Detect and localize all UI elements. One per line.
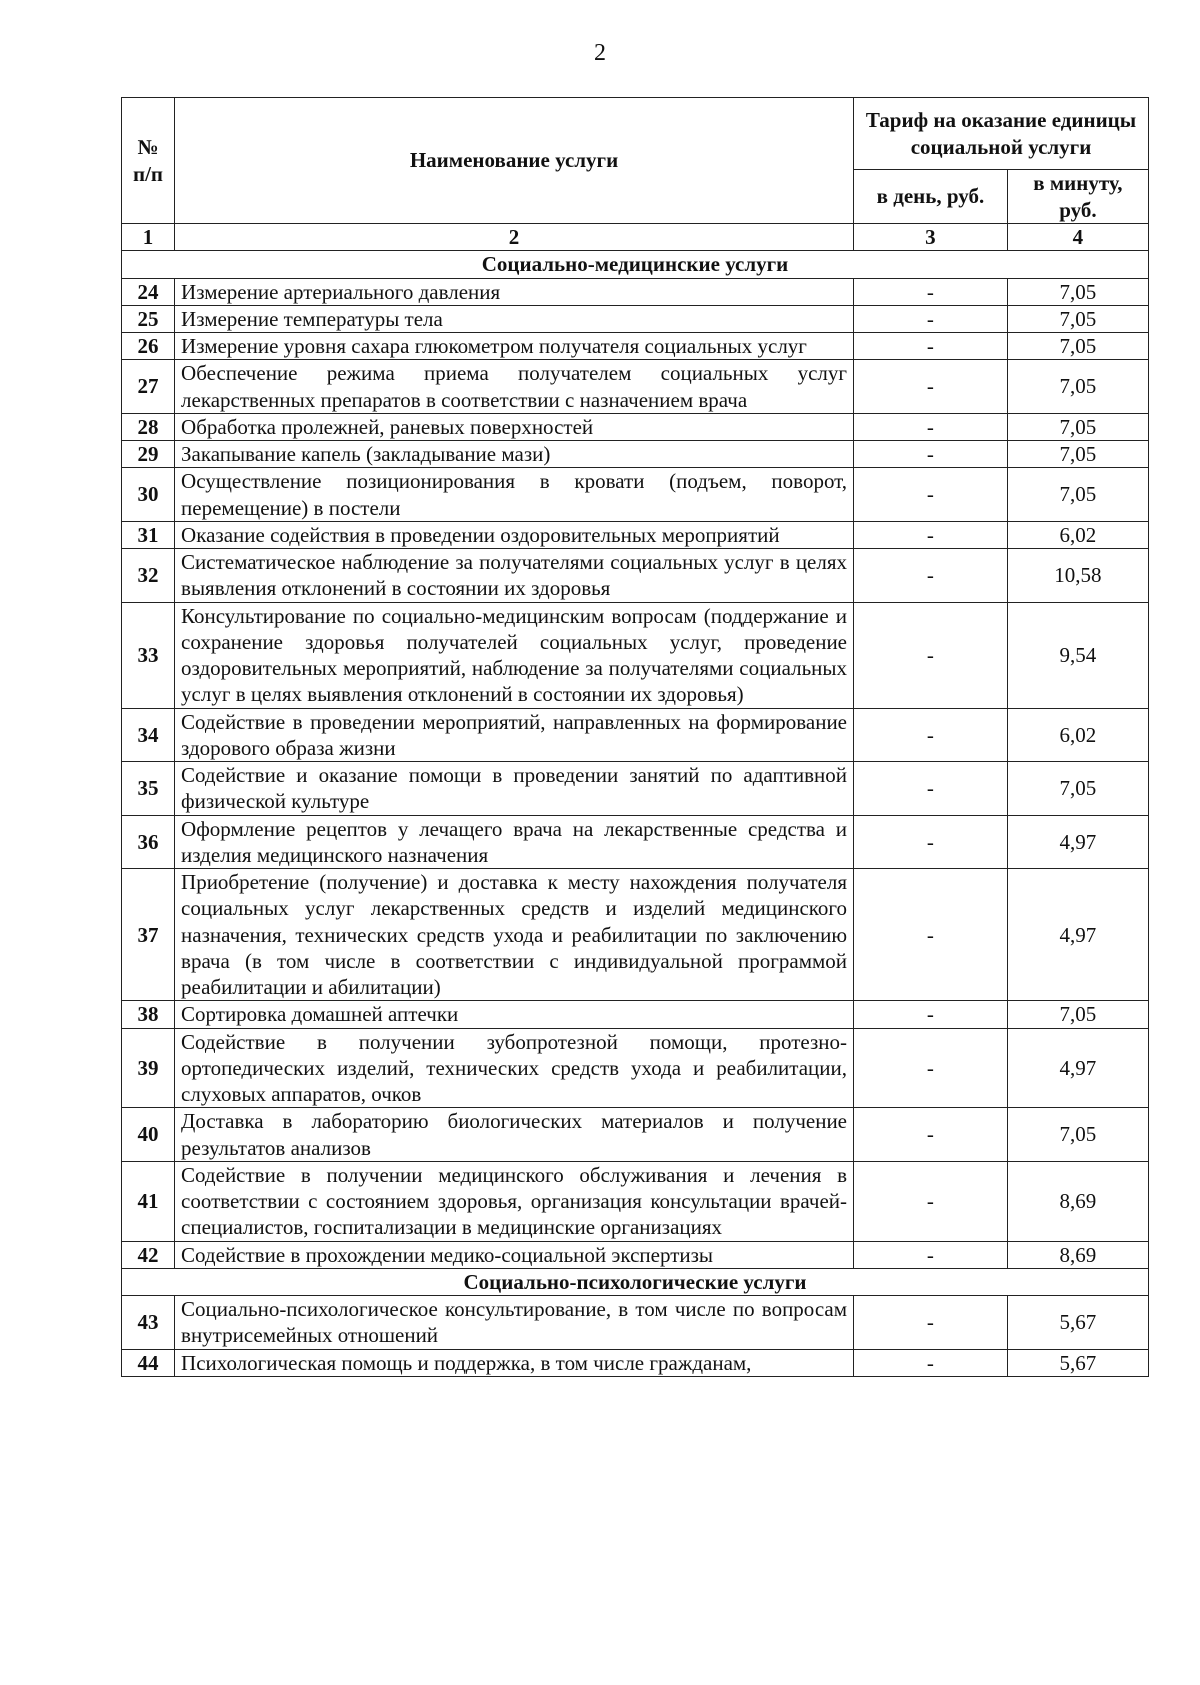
- tariff-per-minute: 6,02: [1007, 521, 1148, 548]
- tariff-per-day: -: [854, 1028, 1008, 1108]
- row-number: 41: [122, 1161, 175, 1241]
- table-row: [122, 1296, 1149, 1350]
- section-row: [122, 1268, 1149, 1295]
- tariff-per-minute: 6,02: [1007, 708, 1148, 762]
- service-name: Оформление рецептов у лечащего врача на лекарственные средства и изделия медицинского назначения: [175, 815, 854, 869]
- column-index-1: 1: [122, 224, 175, 251]
- table-row: [122, 708, 1149, 762]
- tariff-per-minute: 7,05: [1007, 1001, 1148, 1028]
- tariff-per-day: -: [854, 333, 1008, 360]
- table-row: [122, 333, 1149, 360]
- tariff-per-minute: 7,05: [1007, 278, 1148, 305]
- table-row: [122, 1028, 1149, 1108]
- row-number: 37: [122, 869, 175, 1001]
- row-number: 42: [122, 1241, 175, 1268]
- tariff-per-day: -: [854, 762, 1008, 816]
- tariff-per-minute: 5,67: [1007, 1349, 1148, 1376]
- service-name: Закапывание капель (закладывание мази): [175, 441, 854, 468]
- service-name: Обработка пролежней, раневых поверхностей: [175, 413, 854, 440]
- table-row: [122, 762, 1149, 816]
- tariff-per-minute: 7,05: [1007, 360, 1148, 414]
- tariff-table: [121, 97, 1149, 1377]
- table-row: [122, 1161, 1149, 1241]
- service-name: Осуществление позиционирования в кровати (подъем, поворот, перемещение) в постели: [175, 468, 854, 522]
- tariff-per-minute: 7,05: [1007, 305, 1148, 332]
- table-row: [122, 468, 1149, 522]
- row-number: 27: [122, 360, 175, 414]
- table-row: [122, 1349, 1149, 1376]
- tariff-per-minute: 7,05: [1007, 333, 1148, 360]
- row-number: 24: [122, 278, 175, 305]
- table-body: [122, 251, 1149, 1377]
- table-row: [122, 521, 1149, 548]
- table-row: [122, 869, 1149, 1001]
- tariff-per-day: -: [854, 1108, 1008, 1162]
- tariff-per-minute: 7,05: [1007, 468, 1148, 522]
- column-index-4: 4: [1007, 224, 1148, 251]
- tariff-per-minute: 7,05: [1007, 441, 1148, 468]
- section-title: Социально-психологические услуги: [122, 1268, 1149, 1295]
- row-number: 29: [122, 441, 175, 468]
- service-name: Консультирование по социально-медицинским вопросам (поддержание и сохранение здоровья получателей социальных услуг, проведение оздоровительных мероприятий, наблюдение за получателями социальных услуг в целях выявления отклонений в состоянии их здоровья): [175, 602, 854, 708]
- row-number: 43: [122, 1296, 175, 1350]
- tariff-per-minute: 8,69: [1007, 1241, 1148, 1268]
- tariff-per-day: -: [854, 1241, 1008, 1268]
- service-name: Доставка в лабораторию биологических материалов и получение результатов анализов: [175, 1108, 854, 1162]
- service-name: Содействие и оказание помощи в проведении занятий по адаптивной физической культуре: [175, 762, 854, 816]
- row-number: 30: [122, 468, 175, 522]
- header-per-day: в день, руб.: [854, 170, 1008, 224]
- table-row: [122, 1001, 1149, 1028]
- tariff-per-minute: 4,97: [1007, 869, 1148, 1001]
- tariff-per-minute: 7,05: [1007, 413, 1148, 440]
- tariff-per-day: -: [854, 278, 1008, 305]
- header-per-minute: в минуту, руб.: [1007, 170, 1148, 224]
- page-number: 2: [594, 40, 606, 66]
- tariff-per-minute: 7,05: [1007, 1108, 1148, 1162]
- service-name: Измерение температуры тела: [175, 305, 854, 332]
- row-number: 33: [122, 602, 175, 708]
- table-row: [122, 549, 1149, 603]
- service-name: Психологическая помощь и поддержка, в том числе гражданам,: [175, 1349, 854, 1376]
- tariff-per-day: -: [854, 549, 1008, 603]
- table-row: [122, 602, 1149, 708]
- tariff-per-day: -: [854, 708, 1008, 762]
- tariff-per-day: -: [854, 441, 1008, 468]
- header-tariff: Тариф на оказание единицы социальной услуги: [854, 98, 1149, 170]
- service-name: Социально-психологическое консультирование, в том числе по вопросам внутрисемейных отношений: [175, 1296, 854, 1350]
- table-row: [122, 441, 1149, 468]
- tariff-per-day: -: [854, 305, 1008, 332]
- tariff-per-minute: 7,05: [1007, 762, 1148, 816]
- section-row: [122, 251, 1149, 278]
- row-number: 39: [122, 1028, 175, 1108]
- service-name: Систематическое наблюдение за получателями социальных услуг в целях выявления отклонений в состоянии их здоровья: [175, 549, 854, 603]
- row-number: 35: [122, 762, 175, 816]
- tariff-per-day: -: [854, 521, 1008, 548]
- row-number: 40: [122, 1108, 175, 1162]
- table-row: [122, 305, 1149, 332]
- row-number: 25: [122, 305, 175, 332]
- table-row: [122, 1241, 1149, 1268]
- service-name: Оказание содействия в проведении оздоровительных мероприятий: [175, 521, 854, 548]
- row-number: 28: [122, 413, 175, 440]
- tariff-per-day: -: [854, 360, 1008, 414]
- section-title: Социально-медицинские услуги: [122, 251, 1149, 278]
- row-number: 26: [122, 333, 175, 360]
- table-row: [122, 815, 1149, 869]
- row-number: 31: [122, 521, 175, 548]
- tariff-per-minute: 10,58: [1007, 549, 1148, 603]
- tariff-per-day: -: [854, 1296, 1008, 1350]
- service-name: Приобретение (получение) и доставка к месту нахождения получателя социальных услуг лекарственных средств и изделий медицинского назначения, технических средств ухода и реабилитации по заключению врача (в том числе в соответствии с индивидуальной программой реабилитации и абилитации): [175, 869, 854, 1001]
- service-name: Содействие в получении зубопротезной помощи, протезно-ортопедических изделий, технических средств ухода и реабилитации, слуховых аппаратов, очков: [175, 1028, 854, 1108]
- table-row: [122, 413, 1149, 440]
- tariff-per-day: -: [854, 602, 1008, 708]
- row-number: 32: [122, 549, 175, 603]
- tariff-per-minute: 4,97: [1007, 1028, 1148, 1108]
- table-row: [122, 278, 1149, 305]
- tariff-per-day: -: [854, 1349, 1008, 1376]
- service-name: Обеспечение режима приема получателем социальных услуг лекарственных препаратов в соответствии с назначением врача: [175, 360, 854, 414]
- row-number: 34: [122, 708, 175, 762]
- service-name: Содействие в проведении мероприятий, направленных на формирование здорового образа жизни: [175, 708, 854, 762]
- tariff-per-day: -: [854, 413, 1008, 440]
- tariff-per-day: -: [854, 869, 1008, 1001]
- tariff-per-minute: 5,67: [1007, 1296, 1148, 1350]
- tariff-per-minute: 4,97: [1007, 815, 1148, 869]
- service-name: Измерение уровня сахара глюкометром получателя социальных услуг: [175, 333, 854, 360]
- tariff-per-minute: 9,54: [1007, 602, 1148, 708]
- row-number: 36: [122, 815, 175, 869]
- tariff-per-day: -: [854, 1001, 1008, 1028]
- service-name: Содействие в прохождении медико-социальной экспертизы: [175, 1241, 854, 1268]
- service-name: Сортировка домашней аптечки: [175, 1001, 854, 1028]
- header-num: № п/п: [122, 98, 175, 224]
- row-number: 38: [122, 1001, 175, 1028]
- column-index-2: 2: [175, 224, 854, 251]
- column-index-3: 3: [854, 224, 1008, 251]
- header-service-name: Наименование услуги: [175, 98, 854, 224]
- tariff-per-minute: 8,69: [1007, 1161, 1148, 1241]
- tariff-per-day: -: [854, 468, 1008, 522]
- tariff-per-day: -: [854, 1161, 1008, 1241]
- service-name: Измерение артериального давления: [175, 278, 854, 305]
- table-row: [122, 1108, 1149, 1162]
- row-number: 44: [122, 1349, 175, 1376]
- table-row: [122, 360, 1149, 414]
- tariff-per-day: -: [854, 815, 1008, 869]
- service-name: Содействие в получении медицинского обслуживания и лечения в соответствии с состоянием здоровья, организация консультации врачей-специалистов, госпитализации в медицинские организациях: [175, 1161, 854, 1241]
